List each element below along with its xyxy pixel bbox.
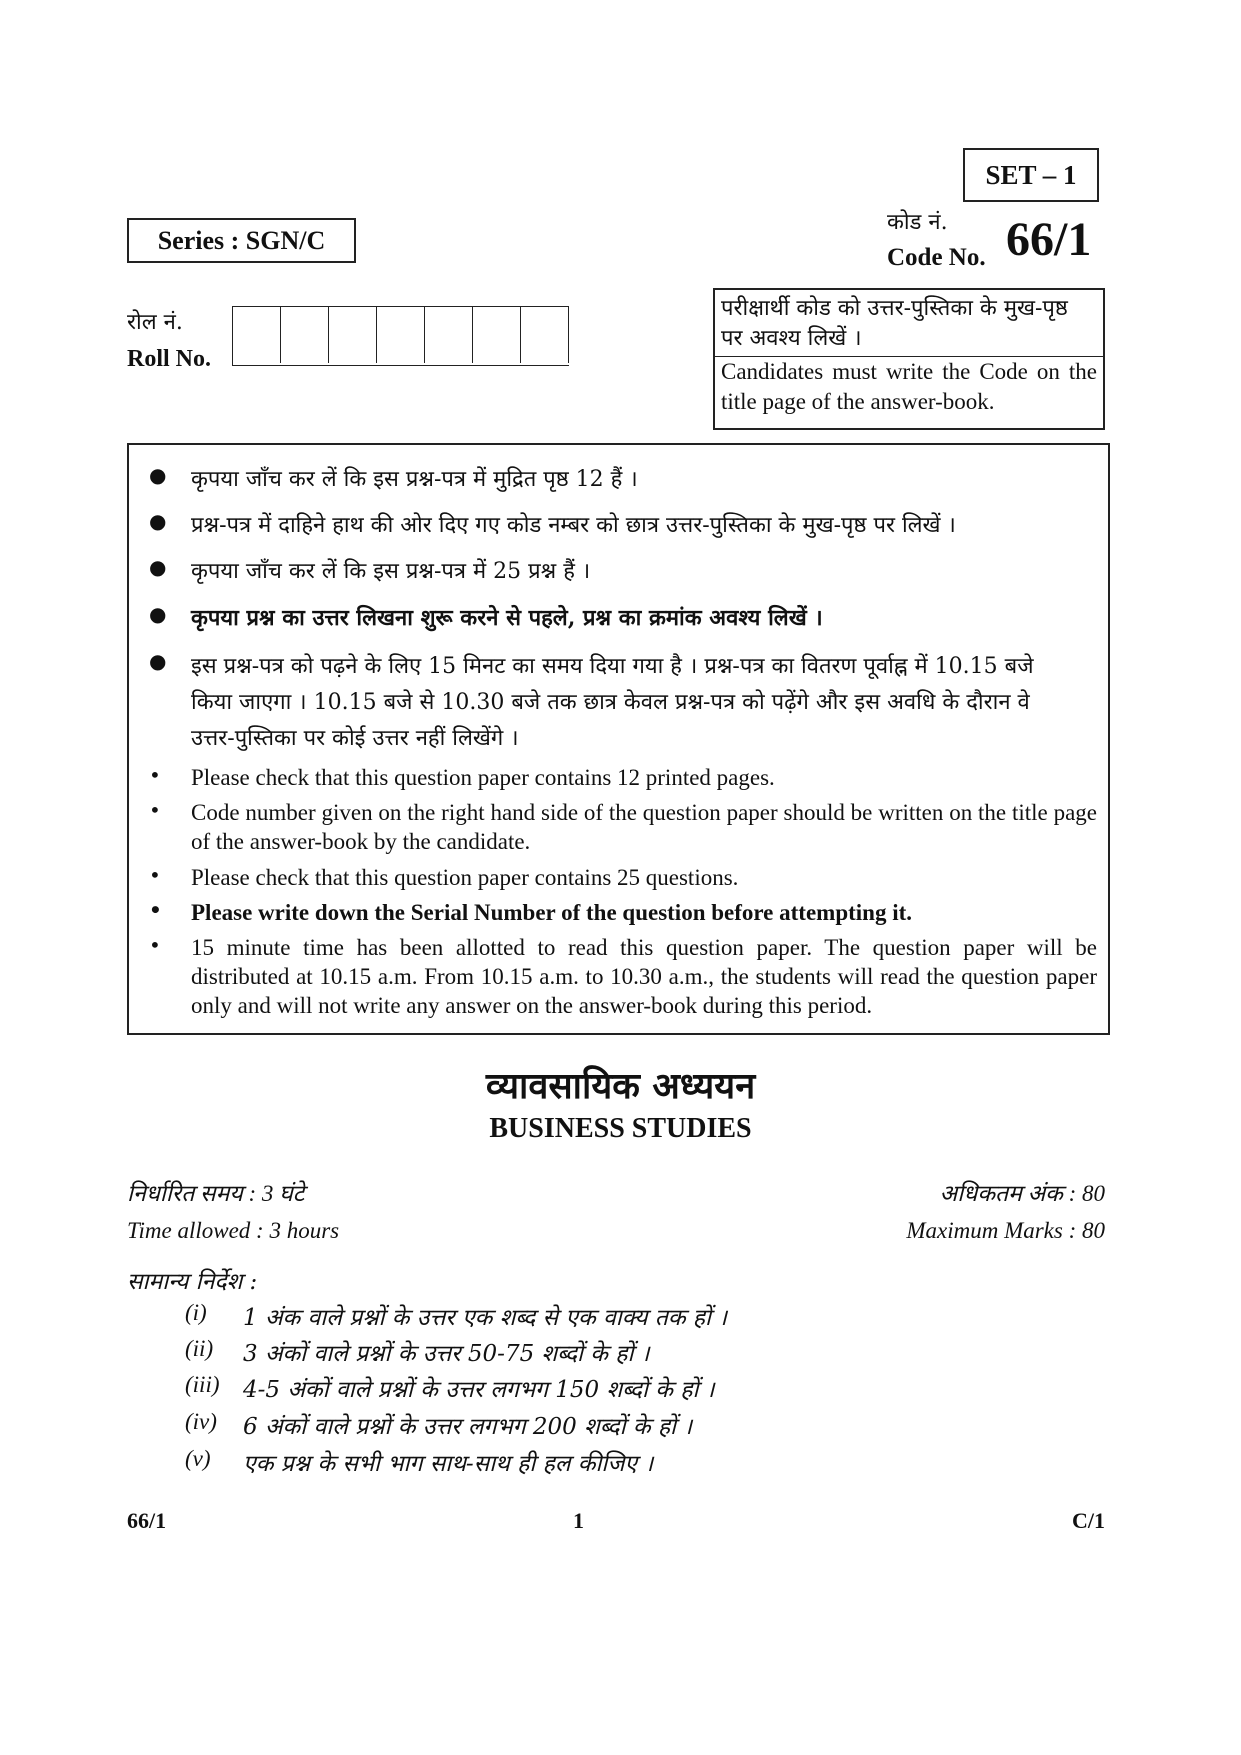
- general-instructions-heading: सामान्य निर्देश :: [127, 1269, 258, 1295]
- roll-cell[interactable]: [521, 307, 569, 363]
- code-label: Code No.: [887, 244, 986, 271]
- candidate-note-hindi-1: परीक्षार्थी कोड को उत्तर-पुस्तिका के मुख-पृष्ठ: [721, 296, 1068, 321]
- roll-cell[interactable]: [473, 307, 521, 363]
- code-hindi: कोड नं.: [887, 210, 948, 235]
- roll-cell[interactable]: [329, 307, 377, 363]
- candidate-note-hindi-2: पर अवश्य लिखें ।: [715, 324, 1103, 357]
- instruction-hi-5-line-2: किया जाएगा । 10.15 बजे से 10.30 बजे तक छात्र केवल प्रश्न-पत्र को पढ़ेंगे और इस अवधि के दौरान वे: [191, 690, 1030, 715]
- time-hindi: निर्धारित समय : 3 घंटे: [127, 1181, 305, 1206]
- candidate-note-box: [713, 288, 1105, 430]
- marks-en: Maximum Marks : 80: [906, 1218, 1105, 1243]
- instruction-hi-5-line-3: उत्तर-पुस्तिका पर कोई उत्तर नहीं लिखेंगे ।: [191, 726, 519, 751]
- roll-cell[interactable]: [377, 307, 425, 363]
- set-label: SET – 1: [963, 148, 1099, 202]
- code-number: 66/1: [1006, 213, 1092, 266]
- candidate-note-en: Candidates must write the Code on the title page of the answer-book.: [721, 359, 1097, 414]
- footer-code: 66/1: [127, 1508, 167, 1533]
- roll-number-boxes[interactable]: [232, 306, 569, 366]
- roll-cell[interactable]: [281, 307, 329, 363]
- roll-cell[interactable]: [425, 307, 473, 363]
- footer-page-number: 1: [573, 1508, 584, 1533]
- roll-cell[interactable]: [233, 307, 281, 363]
- roll-hindi: रोल नं.: [127, 310, 183, 335]
- subject-title-en: BUSINESS STUDIES: [489, 1113, 752, 1144]
- roll-label: Roll No.: [127, 346, 211, 372]
- series-label: Series : SGN/C: [127, 218, 356, 263]
- footer-right: C/1: [1072, 1508, 1105, 1533]
- time-en: Time allowed : 3 hours: [127, 1218, 340, 1243]
- marks-hindi: अधिकतम अंक : 80: [939, 1181, 1105, 1206]
- instructions-box: ● कृपया जाँच कर लें कि इस प्रश्न-पत्र में मुद्रित पृष्ठ 12 हैं । ● प्रश्न-पत्र में दाहिने हाथ की ओर दिए गए कोड नम्बर को छात्र उत्तर-पुस्तिका के मुख-पृष्ठ पर लिखें । ● कृपया जाँच कर लें कि इस प्रश्न-पत्र में 25 प्रश्न हैं । ● कृपया प्रश्न का उत्तर लिखना शुरू करने से पहले, प्रश्न का क्रमांक अवश्य लिखें । ● इस प्रश्न-पत्र को पढ़ने के लिए 15 मिनट का समय दिया गया है । प्रश्न-पत्र का वितरण पूर्वाह्न में 10.15 बजे किया जाएगा । 10.15 बजे से 10.30 बजे तक छात्र केवल प्रश्न-पत्र को पढ़ेंगे और इस अवधि के दौरान वे उत्तर-पुस्तिका पर कोई उत्तर नहीं लिखेंगे । • Please check that this question paper contains 12 printed pages. • Code number given on the right hand side of the question paper should be written on the title page of the answer-book by the candidate. • Please check that this question paper contains 25 questions. • Please write down the Serial Number of the question before attempting it. • 15 minute time has been allotted to read this question paper. The question paper will be distributed at 10.15 a.m. From 10.15 a.m. to 10.30 a.m., the students will read the question paper only and will not write any answer on the answer-book during this period.: [127, 443, 1110, 1035]
- subject-title-hindi: व्यावसायिक अध्ययन: [485, 1065, 756, 1107]
- instruction-hi-5-line-1: इस प्रश्न-पत्र को पढ़ने के लिए 15 मिनट का समय दिया गया है । प्रश्न-पत्र का वितरण पूर्वाह्न में 10.15 बजे: [191, 654, 1034, 679]
